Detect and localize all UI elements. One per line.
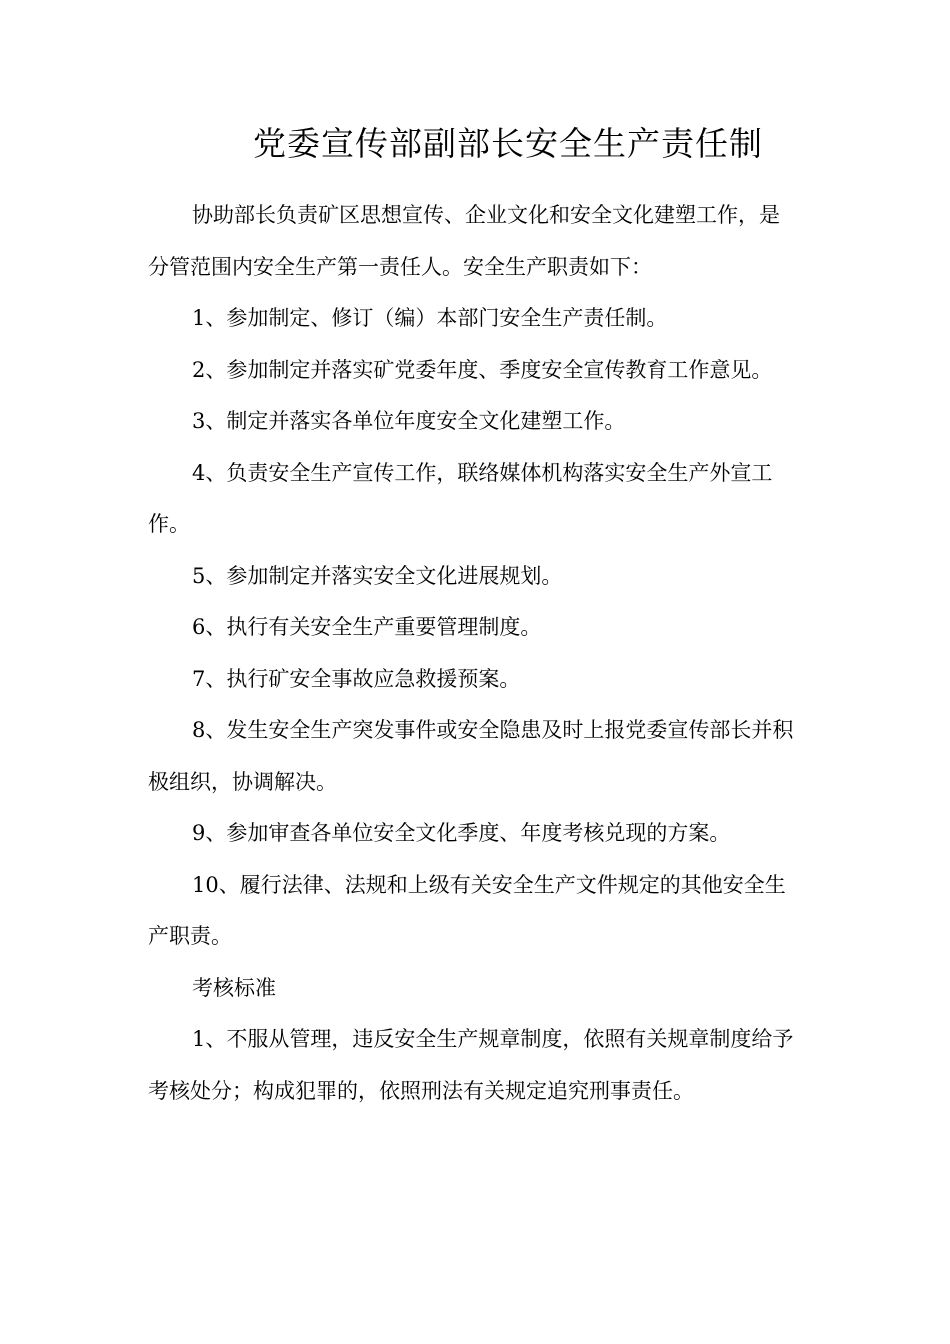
document-body — [148, 190, 798, 1117]
duty-item-9: 9、参加审查各单位安全文化季度、年度考核兑现的方案。 — [192, 821, 731, 845]
intro-paragraph — [148, 190, 798, 293]
assessment-heading: 考核标准 — [192, 975, 276, 1000]
duty-item-8: 8、发生安全生产突发事件或安全隐患及时上报党委宣传部长并积极组织，协调解决。 — [148, 718, 794, 794]
duty-item-2: 2、参加制定并落实矿党委年度、季度安全宣传教育工作意见。 — [192, 357, 773, 382]
duty-item-10: 10、履行法律、法规和上级有关安全生产文件规定的其他安全生产职责。 — [148, 872, 786, 948]
intro-line-1: 协助部长负责矿区思想宣传、企业文化和安全文化建塑工作， — [192, 203, 759, 227]
duty-item-6: 6、执行有关安全生产重要管理制度。 — [192, 615, 542, 639]
assessment-item-1: 1、不服从管理，违反安全生产规章制度，依照有关规章制度给予考核处分；构成犯罪的，依照刑法有关规定追究刑事责任。 — [148, 1027, 794, 1103]
duty-item-5: 5、参加制定并落实安全文化进展规划。 — [192, 563, 563, 588]
duty-item-7: 7、执行矿安全事故应急救援预案。 — [192, 666, 521, 691]
intro-line-2: 是分管范围内安全生产第一责任人。安全生产职责如下： — [148, 203, 780, 279]
duty-item-3: 3、制定并落实各单位年度安全文化建塑工作。 — [192, 409, 626, 433]
document-title: 党委宣传部副部长安全生产责任制 — [253, 124, 763, 163]
duty-item-1: 1、参加制定、修订（编）本部门安全生产责任制。 — [192, 306, 668, 330]
duty-item-4: 4、负责安全生产宣传工作，联络媒体机构落实安全生产外宣工作。 — [148, 460, 773, 536]
